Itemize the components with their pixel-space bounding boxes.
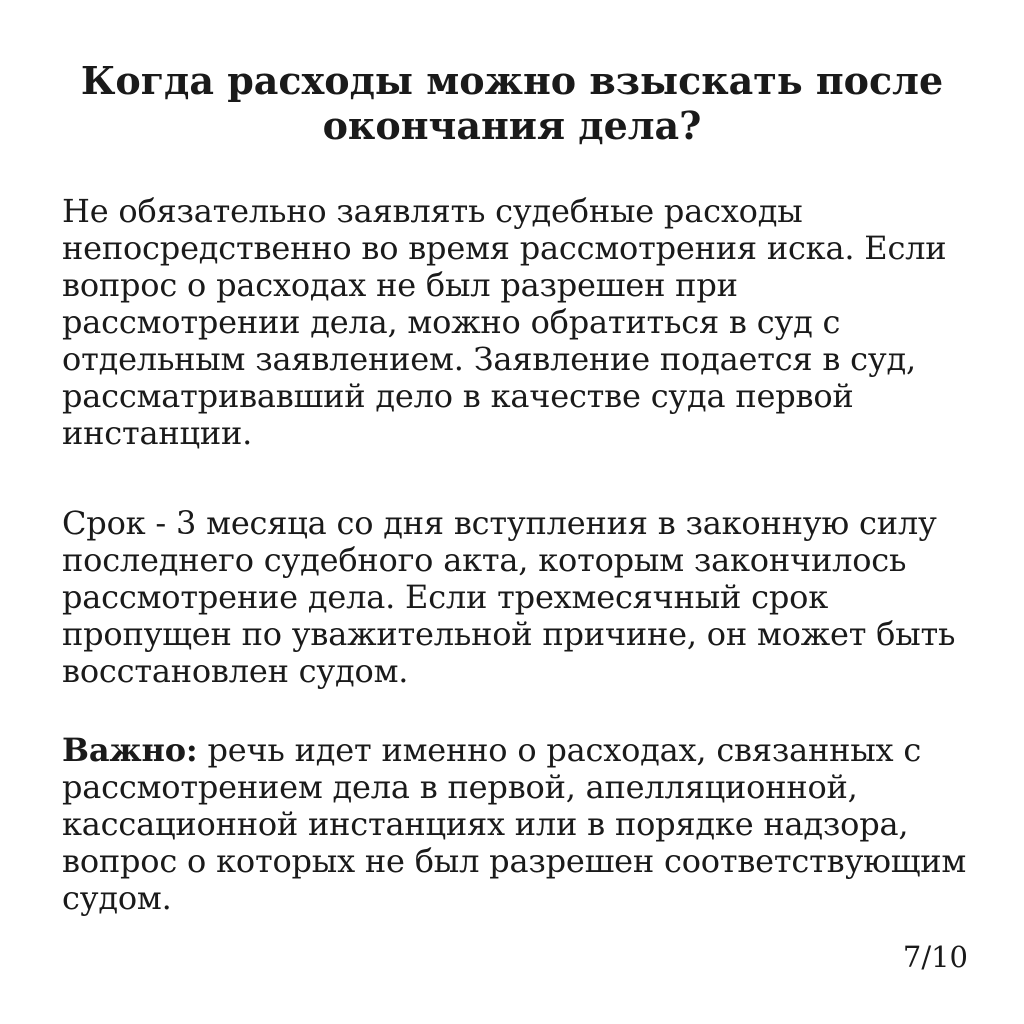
page-title: Когда расходы можно взыскать после окончания дела? [80, 58, 944, 148]
paragraph-important-note [62, 732, 982, 917]
paragraph-filing-expenses: Не обязательно заявлять судебные расходы непосредственно во время рассмотрения иска. Если вопрос о расходах не был разрешен при рассмотрении дела, можно обратиться в суд с отдельным заявлением. Заявление подается в суд, рассматривавший дело в качестве суда первой инстанции. [62, 192, 947, 452]
paragraph-deadline: Срок - 3 месяца со дня вступления в законную силу последнего судебного акта, которым закончилось рассмотрение дела. Если трехмесячный срок пропущен по уважительной причине, он может быть восстановлен судом. [62, 504, 956, 690]
important-text: речь идет именно о расходах, связанных с рассмотрением дела в первой, апелляционной, кассационной инстанциях или в порядке надзора, вопрос о которых не был разрешен соответствующим судом. [62, 731, 967, 917]
important-label: Важно: [62, 731, 198, 769]
page-number: 7/10 [902, 940, 968, 974]
